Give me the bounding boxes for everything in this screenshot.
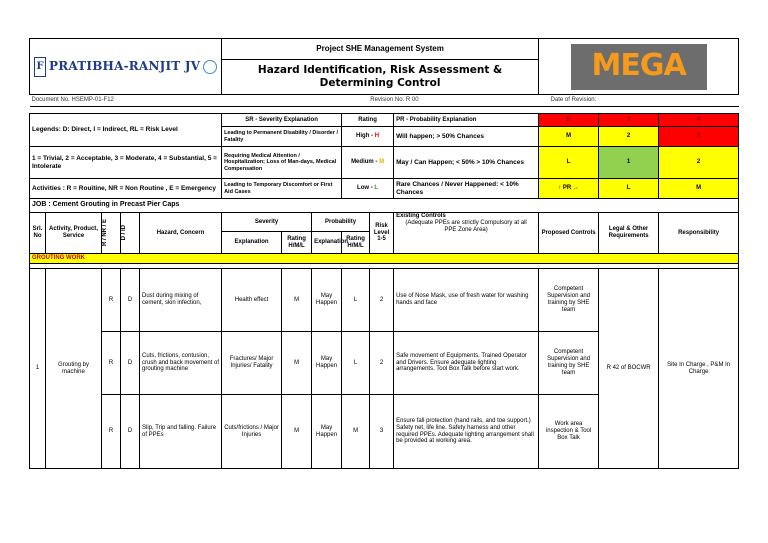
sr-high-text: Leading to Permanent Disability / Disorder / Fatality bbox=[222, 127, 342, 147]
rating-low-label: Low - bbox=[357, 185, 375, 192]
row2-did: D bbox=[121, 332, 140, 395]
activity: Grouting by machine bbox=[46, 269, 102, 469]
col-prob-explanation: Explanation bbox=[312, 232, 342, 254]
company-name: PRATIBHA-RANJIT JV bbox=[49, 58, 201, 73]
row2-risk: 2 bbox=[370, 332, 394, 395]
sr-medium-text: Requiring Medical Attention / Hospitalization; Loss of Man-days, Medical Compensation bbox=[222, 147, 342, 179]
rating-high bbox=[342, 127, 394, 147]
company-logo bbox=[32, 57, 219, 77]
pr-low-text: Rare Chances / Never Happened: < 10% Chances bbox=[394, 179, 539, 199]
row2-rne: R bbox=[102, 332, 121, 395]
matrix-l-2: 2 bbox=[659, 147, 739, 179]
row3-did: D bbox=[121, 395, 140, 469]
row2-existing: Safe movement of Equipments. Trained Operator and Drivers. Ensure adequate lighting arrangements. Tool Box Talk before start work. bbox=[394, 332, 539, 395]
col-activity: Activity, Product, Service bbox=[46, 213, 102, 254]
rating-medium-letter: M bbox=[379, 159, 385, 166]
legend-risk-scale: 1 = Trivial, 2 = Acceptable, 3 = Moderate, 4 = Substantial, 5 = Intolerate bbox=[30, 147, 222, 179]
legend-risk-level: Legends: D: Direct, I = Indirect, RL = Risk Level bbox=[30, 114, 222, 147]
job-title: JOB : Cement Grouting in Precast Pier Caps bbox=[30, 199, 739, 213]
col-responsibility: Responsibility bbox=[659, 213, 739, 254]
col-sev-rating: Rating H/M/L bbox=[282, 232, 312, 254]
row2-sev-exp: Fractures/ Major Injuries/ Fatality bbox=[222, 332, 282, 395]
row2-sev-rating: M bbox=[282, 332, 312, 395]
section-grouting-work: GROUTING WORK bbox=[30, 254, 739, 264]
matrix-h-label: H bbox=[539, 114, 599, 127]
hira-table bbox=[29, 38, 739, 469]
date-of-revision: Date of Revision: bbox=[550, 97, 597, 104]
pr-medium-text: May / Can Happen; < 50% > 10% Chances bbox=[394, 147, 539, 179]
col-risk-level: Risk Level 1-5 bbox=[370, 213, 394, 254]
matrix-h-4: 4 bbox=[659, 114, 739, 127]
matrix-m-3: 3 bbox=[659, 127, 739, 147]
mega-logo-cell bbox=[539, 39, 739, 95]
rating-medium-label: Medium - bbox=[351, 159, 380, 166]
col-existing-subtitle: (Adequate PPEs are strictly Compulsory at all PPE Zone Area) bbox=[405, 219, 527, 233]
row3-proposed: Work area inspection & Tool Box Talk bbox=[539, 395, 599, 469]
matrix-h-3: 3 bbox=[599, 114, 659, 127]
spacer-row bbox=[30, 107, 739, 114]
row1-risk: 2 bbox=[370, 269, 394, 332]
matrix-m-2: 2 bbox=[599, 127, 659, 147]
col-did bbox=[121, 213, 140, 254]
row1-sev-rating: M bbox=[282, 269, 312, 332]
sr-no: 1 bbox=[30, 269, 46, 469]
rating-low-letter: L bbox=[374, 185, 379, 192]
mega-logo: MEGA bbox=[571, 44, 707, 90]
matrix-footer-l: L bbox=[599, 179, 659, 199]
row1-sev-exp: Health effect bbox=[222, 269, 282, 332]
row3-sev-exp: Cuts/frictions / Major Injuries bbox=[222, 395, 282, 469]
row3-existing: Ensure fall protection (hand rails, and toe support.) Safety net, life line. Safety harness and other required PPEs. Adequate lighting arrangement shall be provided at working area. bbox=[394, 395, 539, 469]
rating-high-letter: H bbox=[374, 133, 380, 140]
col-rne-label: R / NR / E bbox=[102, 219, 108, 247]
col-sev-explanation: Explanation bbox=[222, 232, 282, 254]
col-proposed: Proposed Controls bbox=[539, 213, 599, 254]
col-legal: Legal & Other Requirements bbox=[599, 213, 659, 254]
matrix-l-1: 1 bbox=[599, 147, 659, 179]
pr-heading: PR - Probability Explanation bbox=[394, 114, 539, 127]
legend-activities: Activities : R = Rouitine, NR = Non Routine , E = Emergency bbox=[30, 179, 222, 199]
pr-high-text: Will happen; > 50% Chances bbox=[394, 127, 539, 147]
row3-hazard: Slip, Trip and falling. Failure of PPEs bbox=[140, 395, 222, 469]
matrix-m-label: M bbox=[539, 127, 599, 147]
matrix-l-label: L bbox=[539, 147, 599, 179]
legal-requirement: R 42 of BOCWR bbox=[599, 269, 659, 469]
row3-prob-exp: May Happen bbox=[312, 395, 342, 469]
row1-proposed: Competent Supervision and training by SHE team bbox=[539, 269, 599, 332]
document-number: Document No. HSEMP-01-F12 bbox=[31, 97, 114, 104]
col-did-label: D / ID bbox=[121, 225, 127, 241]
row2-prob-exp: May Happen bbox=[312, 332, 342, 395]
title-cell bbox=[222, 39, 539, 95]
logo-cell bbox=[30, 39, 222, 95]
responsibility: Site In Charge , P&M In Charge bbox=[659, 269, 739, 469]
main-title: Hazard Identification, Risk Assessment & Determining Control bbox=[257, 64, 503, 89]
row3-risk: 3 bbox=[370, 395, 394, 469]
matrix-footer-m: M bbox=[659, 179, 739, 199]
sr-heading: SR - Severity Explanation bbox=[222, 114, 342, 127]
revision-number: Revision No. R 00 bbox=[370, 97, 419, 104]
col-prob-rating: Rating H/M/L bbox=[342, 232, 370, 254]
row3-sev-rating: M bbox=[282, 395, 312, 469]
row1-did: D bbox=[121, 269, 140, 332]
company-mark-icon: F bbox=[34, 57, 46, 77]
row3-rne: R bbox=[102, 395, 121, 469]
rating-low bbox=[342, 179, 394, 199]
rating-heading: Rating bbox=[342, 114, 394, 127]
system-title: Project SHE Management System bbox=[222, 39, 538, 60]
matrix-footer-pr: ↑ PR → bbox=[539, 179, 599, 199]
row1-hazard: Dust during mixing of cement, skin infection, bbox=[140, 269, 222, 332]
rating-high-label: High - bbox=[356, 133, 375, 140]
row1-existing: Use of Nose Mask, use of fresh water for washing hands and face bbox=[394, 269, 539, 332]
col-probability: Probability bbox=[312, 213, 370, 232]
col-existing-title: Existing Controls bbox=[396, 213, 446, 219]
row1-prob-rating: L bbox=[342, 269, 370, 332]
col-existing-controls bbox=[394, 213, 539, 254]
col-severity: Severity bbox=[222, 213, 312, 232]
row2-prob-rating: L bbox=[342, 332, 370, 395]
col-srno: Srl. No bbox=[30, 213, 46, 254]
row1-rne: R bbox=[102, 269, 121, 332]
sr-low-text: Leading to Temporary Discomfort or First Aid Cases bbox=[222, 179, 342, 199]
row1-prob-exp: May Happen bbox=[312, 269, 342, 332]
globe-icon bbox=[203, 60, 217, 74]
col-hazard: Hazard, Concern bbox=[140, 213, 222, 254]
hira-sheet bbox=[29, 38, 738, 469]
row3-prob-rating: M bbox=[342, 395, 370, 469]
row2-hazard: Cuts, frictions, contusion, crush and back movement of grouting machine bbox=[140, 332, 222, 395]
table-row bbox=[30, 269, 739, 332]
rating-medium bbox=[342, 147, 394, 179]
col-rne bbox=[102, 213, 121, 254]
row2-proposed: Competent Supervision and training by SHE team bbox=[539, 332, 599, 395]
